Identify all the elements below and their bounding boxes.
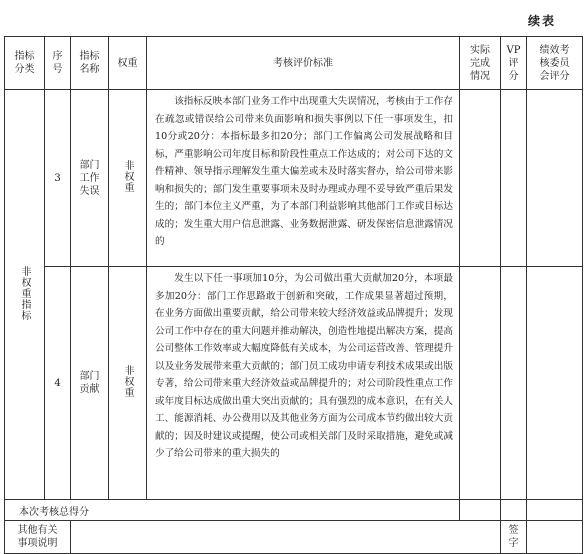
row-weight: 非权重 bbox=[109, 267, 147, 500]
committee-score-cell[interactable] bbox=[527, 267, 583, 500]
col-header-name: 指标 名称 bbox=[71, 37, 109, 90]
other-notes-label: 其他有关 事项说明 bbox=[5, 521, 71, 554]
total-vp-cell[interactable] bbox=[501, 500, 527, 521]
committee-score-cell[interactable] bbox=[527, 90, 583, 267]
col-header-vp-score: VP 评 分 bbox=[501, 37, 527, 90]
total-score-row bbox=[5, 500, 583, 521]
total-committee-cell[interactable] bbox=[527, 500, 583, 521]
row-name: 部门 工作 失误 bbox=[71, 90, 109, 267]
col-header-actual: 实际 完成 情况 bbox=[460, 37, 501, 90]
row-index: 3 bbox=[45, 90, 71, 267]
other-notes-row bbox=[5, 521, 583, 554]
row-name: 部门 贡献 bbox=[71, 267, 109, 500]
total-score-label: 本次考核总得分 bbox=[5, 500, 460, 521]
signature-label: 签 字 bbox=[501, 521, 527, 554]
other-notes-field[interactable] bbox=[71, 521, 501, 554]
vp-score-cell[interactable] bbox=[501, 90, 527, 267]
col-header-criteria: 考核评价标准 bbox=[147, 37, 460, 90]
header-row bbox=[5, 37, 583, 90]
col-header-weight: 权重 bbox=[109, 37, 147, 90]
assessment-table bbox=[4, 36, 583, 554]
actual-cell[interactable] bbox=[460, 90, 501, 267]
actual-cell[interactable] bbox=[460, 267, 501, 500]
col-header-index: 序 号 bbox=[45, 37, 71, 90]
row-index: 4 bbox=[45, 267, 71, 500]
continued-table-note: 续表 bbox=[527, 14, 556, 28]
row-criteria: 该指标反映本部门业务工作中出现重大失误情况，考核由于工作存在疏忽或错误给公司带来负面影响和损失事例以下任一事项发生，扣10分或20分：本指标最多扣20分；部门工作偏离公司发展战略和目标，严重影响公司年度目标和阶段性重点工作达成的；对公司下达的文件精神、领导指示理解发生重大偏差或未及时落实督办，给公司带来影响和损失的；部门发生重要事项未及时办理或办理不妥导致严重后果发生的；部门本位主义严重，为了本部门利益影响其他部门工作或目标达成的；发生重大用户信息泄露、业务数据泄露、研发保密信息泄露情况的 bbox=[147, 90, 460, 267]
category-cell: 非权重指标 bbox=[5, 90, 45, 500]
signature-field[interactable] bbox=[527, 521, 583, 554]
col-header-category: 指标 分类 bbox=[5, 37, 45, 90]
col-header-committee-score: 绩效考 核委员 会评分 bbox=[527, 37, 583, 90]
total-actual-cell[interactable] bbox=[460, 500, 501, 521]
table-row bbox=[5, 90, 583, 267]
table-row bbox=[5, 267, 583, 500]
row-weight: 非权重 bbox=[109, 90, 147, 267]
row-criteria: 发生以下任一事项加10分，为公司做出重大贡献加20分，本项最多加20分：部门工作思路敢于创新和突破，工作成果显著超过预期，在业务方面做出重要贡献，给公司带来较大经济效益或品牌提升；发现公司工作中存在的重大问题并推动解决，创造性地提出解决方案，提高公司整体工作效率或大幅度降低有关成本，为公司运营改善、管理提升以及业务发展带来重大贡献的；部门员工成功申请专利技术成果或出版专著，给公司带来重大经济效益或品牌提升的；对公司阶段性重点工作或年度目标达成做出重大突出贡献的；具有强烈的成本意识，在有关人工、能源消耗、办公费用以及其他业务方面为公司成本节约做出较大贡献的；因及时建议或提醒，使公司或相关部门及时采取措施，避免或减少了给公司带来的重大损失的 bbox=[147, 267, 460, 500]
vp-score-cell[interactable] bbox=[501, 267, 527, 500]
